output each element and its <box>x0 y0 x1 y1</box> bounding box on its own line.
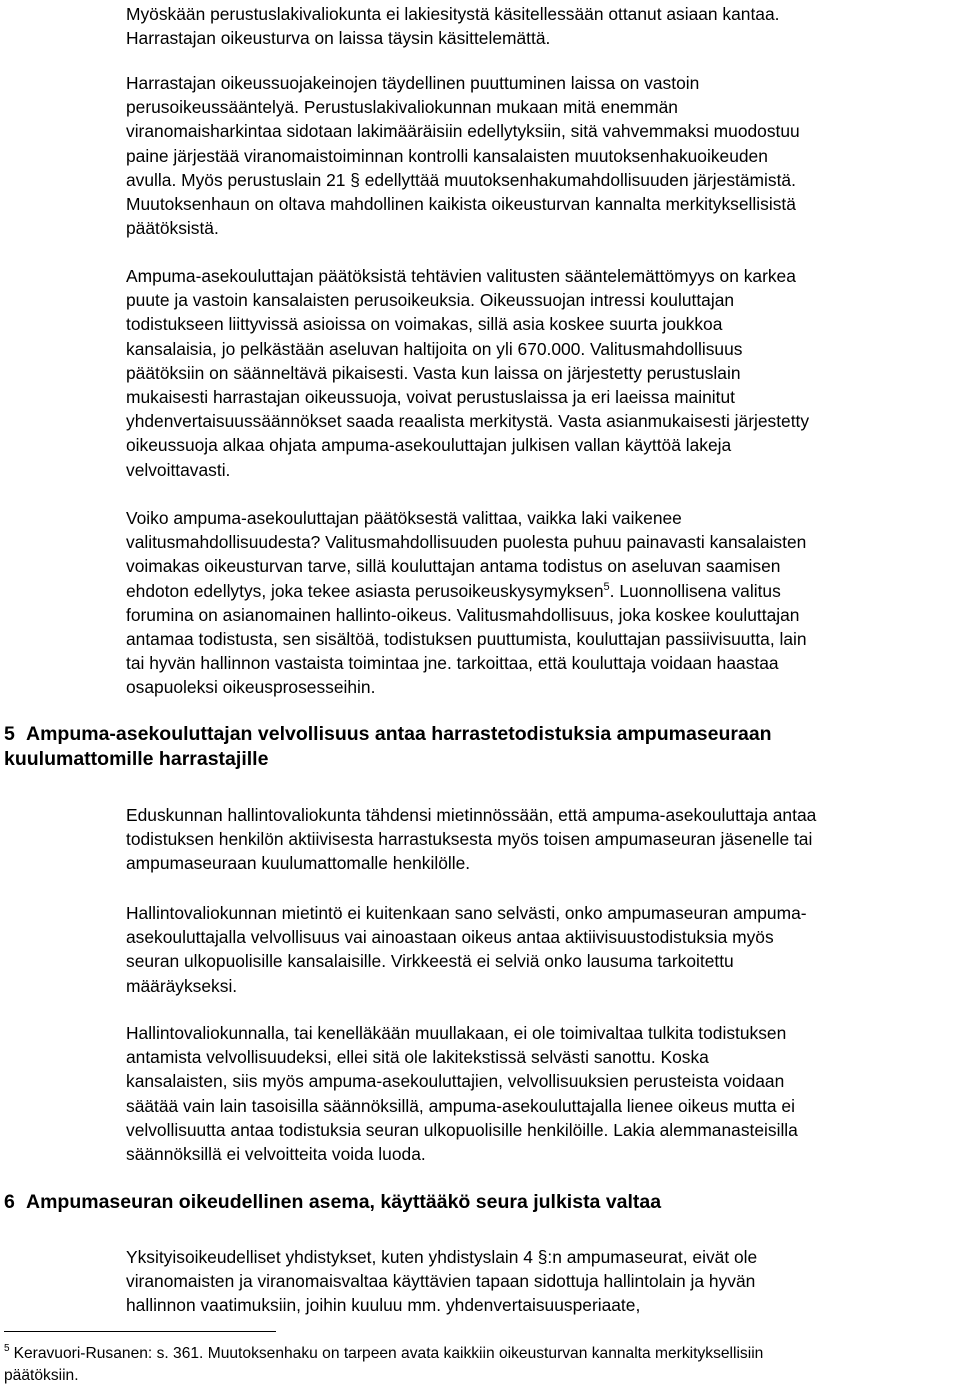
text-line: Myöskään perustuslakivaliokunta ei lakiesitystä käsitellessään ottanut asiaan kantaa. <box>126 4 780 24</box>
text-line: valitusmahdollisuudesta? Valitusmahdollisuuden puolesta puhuu painavasti kansalaisten <box>126 532 807 553</box>
heading-text: Ampuma-asekouluttajan velvollisuus antaa harrastetodistuksia ampumaseuraan <box>26 723 772 745</box>
text-line: paine järjestää viranomaistoiminnan kontrolli kansalaisten muutoksenhakuoikeuden <box>126 145 768 166</box>
text-line: viranomaisharkintaa sidotaan lakimääräisiin edellytyksiin, sitä vahvemmaksi muodostuu <box>126 121 800 142</box>
text-line: velvollisuutta antaa todistuksia seuran ulkopuolisille henkilöille. Lakia alemmanasteisilla <box>126 1119 798 1140</box>
text-line: Hallintovaliokunnalla, tai kenelläkään muullakaan, ei ole toimivaltaa tulkita todistuksen <box>126 1023 787 1043</box>
text-line: seuran ulkopuolisille kansalaisille. Virkkeestä ei selviä onko lausuma tarkoitettu <box>126 951 734 972</box>
text-line: Harrastajan oikeussuojakeinojen täydellinen puuttuminen laissa on vastoin <box>126 73 700 93</box>
text-line: voimakas oikeusturvan tarve, sillä kouluttajan antama todistus on aseluvan saamisen <box>126 556 781 577</box>
text-line: osapuoleksi oikeusprosesseihin. <box>126 677 376 698</box>
footnote-separator <box>4 1331 276 1332</box>
text-line: säännöksillä ei velvoitteita voida luoda. <box>126 1144 426 1165</box>
text-line: Voiko ampuma-asekouluttajan päätöksestä valittaa, vaikka laki vaikenee <box>126 508 682 528</box>
text-line: Eduskunnan hallintovaliokunta tähdensi mietinnössään, että ampuma-asekouluttaja antaa <box>126 805 817 825</box>
text-line: kansalaisia, jo pelkästään aseluvan haltijoita on yli 670.000. Valitusmahdollisuus <box>126 338 743 359</box>
text-line: päätöksistä. <box>126 218 219 239</box>
footnote-number: 5 <box>4 1343 10 1354</box>
text-line: avulla. Myös perustuslain 21 § edellyttää muutoksenhakumahdollisuuden järjestämistä. <box>126 169 796 190</box>
text-line: todistuksen henkilön aktiivisesta harrastuksesta myös toisen ampumaseuran jäsenelle tai <box>126 829 813 850</box>
paragraph <box>126 2 956 50</box>
text-line: antamista velvollisuudeksi, ellei sitä ole lakitekstissä selvästi sanottu. Koska <box>126 1047 709 1068</box>
text-line: viranomaisten ja viranomaisvaltaa käyttävien tapaan sidottuja hallintolain ja hyvän <box>126 1271 756 1292</box>
text-line: yhdenvertaisuussäännökset saada reaalista merkitystä. Vasta asianmukaisesti järjestetty <box>126 411 810 432</box>
section-number: 5 <box>4 723 15 745</box>
text-line: Ampuma-asekouluttajan päätöksistä tehtävien valitusten sääntelemättömyys on karkea <box>126 266 796 286</box>
text-line: Yksityisoikeudelliset yhdistykset, kuten yhdistyslain 4 §:n ampumaseurat, eivät ole <box>126 1247 758 1267</box>
text-line: Hallintovaliokunnan mietintö ei kuitenkaan sano selvästi, onko ampumaseuran ampuma- <box>126 903 807 923</box>
text-line <box>126 579 956 603</box>
text-line: määräykseksi. <box>126 975 238 996</box>
paragraph <box>126 71 956 240</box>
text-line: puute ja vastoin kansalaisten perusoikeuksia. Oikeussuojan intressi kouluttajan <box>126 290 735 311</box>
text-line: ampumaseuraan kuulumattomalle henkilölle. <box>126 853 471 874</box>
paragraph <box>126 264 956 482</box>
paragraph <box>126 1021 956 1166</box>
section-number: 6 <box>4 1191 15 1213</box>
text-line: tai hyvän hallinnon vastaista toimintaa jne. tarkoittaa, että kouluttaja voidaan haastaa <box>126 653 779 674</box>
section-heading <box>4 722 954 772</box>
text-line: todistukseen liittyvissä asioissa on voimakas, sillä asia koskee suurta joukkoa <box>126 314 723 335</box>
text-line: asekouluttajalla velvollisuus vai ainoastaan oikeus antaa aktiivisuustodistuksia myös <box>126 927 774 948</box>
text-line: mukaisesti harrastajan oikeussuoja, voivat perustuslaissa ja eri laeissa mainitut <box>126 387 735 408</box>
text-line: säätää vain lain tasoisilla säännöksillä, ampuma-asekouluttajalla lienee oikeus mutta ei <box>126 1095 795 1116</box>
footnote-reference: 5 <box>603 580 610 593</box>
text-line: perusoikeussääntelyä. Perustuslakivaliokunnan mukaan mitä enemmän <box>126 97 678 118</box>
text-line: Muutoksenhaun on oltava mahdollinen kaikista oikeusturvan kannalta merkityksellisistä <box>126 194 796 215</box>
footnote-text: päätöksiin. <box>4 1367 79 1384</box>
text-fragment: . Luonnollisena valitus <box>609 580 781 601</box>
text-line: velvoittavasti. <box>126 459 231 480</box>
text-line: antamaa todistusta, sen sisältöä, todistuksen puuttumista, kouluttajan passiivisuutta, lain <box>126 629 807 650</box>
text-line: oikeussuoja alkaa ohjata ampuma-asekouluttajan julkisen vallan käyttöä lakeja <box>126 435 732 456</box>
text-line: kansalaisten, siis myös ampuma-asekouluttajien, velvollisuuksien perusteista voidaan <box>126 1071 785 1092</box>
paragraph <box>126 901 956 998</box>
footnote <box>4 1343 954 1387</box>
text-fragment: ehdoton edellytys, joka tekee asiasta perusoikeuskysymyksen <box>126 580 604 601</box>
heading-text: Ampumaseuran oikeudellinen asema, käyttääkö seura julkista valtaa <box>26 1191 662 1213</box>
paragraph <box>126 1245 956 1318</box>
text-line: Harrastajan oikeusturva on laissa täysin käsittelemättä. <box>126 28 551 49</box>
text-line: hallinnon vaatimuksiin, joihin kuuluu mm. yhdenvertaisuusperiaate, <box>126 1295 641 1316</box>
heading-text: kuulumattomille harrastajille <box>4 748 269 770</box>
text-line: päätöksiin on säänneltävä pikaisesti. Vasta kun laissa on järjestetty perustuslain <box>126 362 741 383</box>
paragraph <box>126 506 956 700</box>
paragraph <box>126 803 956 876</box>
text-line: forumina on asianomainen hallinto-oikeus. Valitusmahdollisuus, joka koskee kouluttajan <box>126 604 800 625</box>
footnote-text: Keravuori-Rusanen: s. 361. Muutoksenhaku on tarpeen avata kaikkiin oikeusturvan kannalta merkityksellisiin <box>13 1345 764 1362</box>
section-heading <box>4 1190 954 1215</box>
